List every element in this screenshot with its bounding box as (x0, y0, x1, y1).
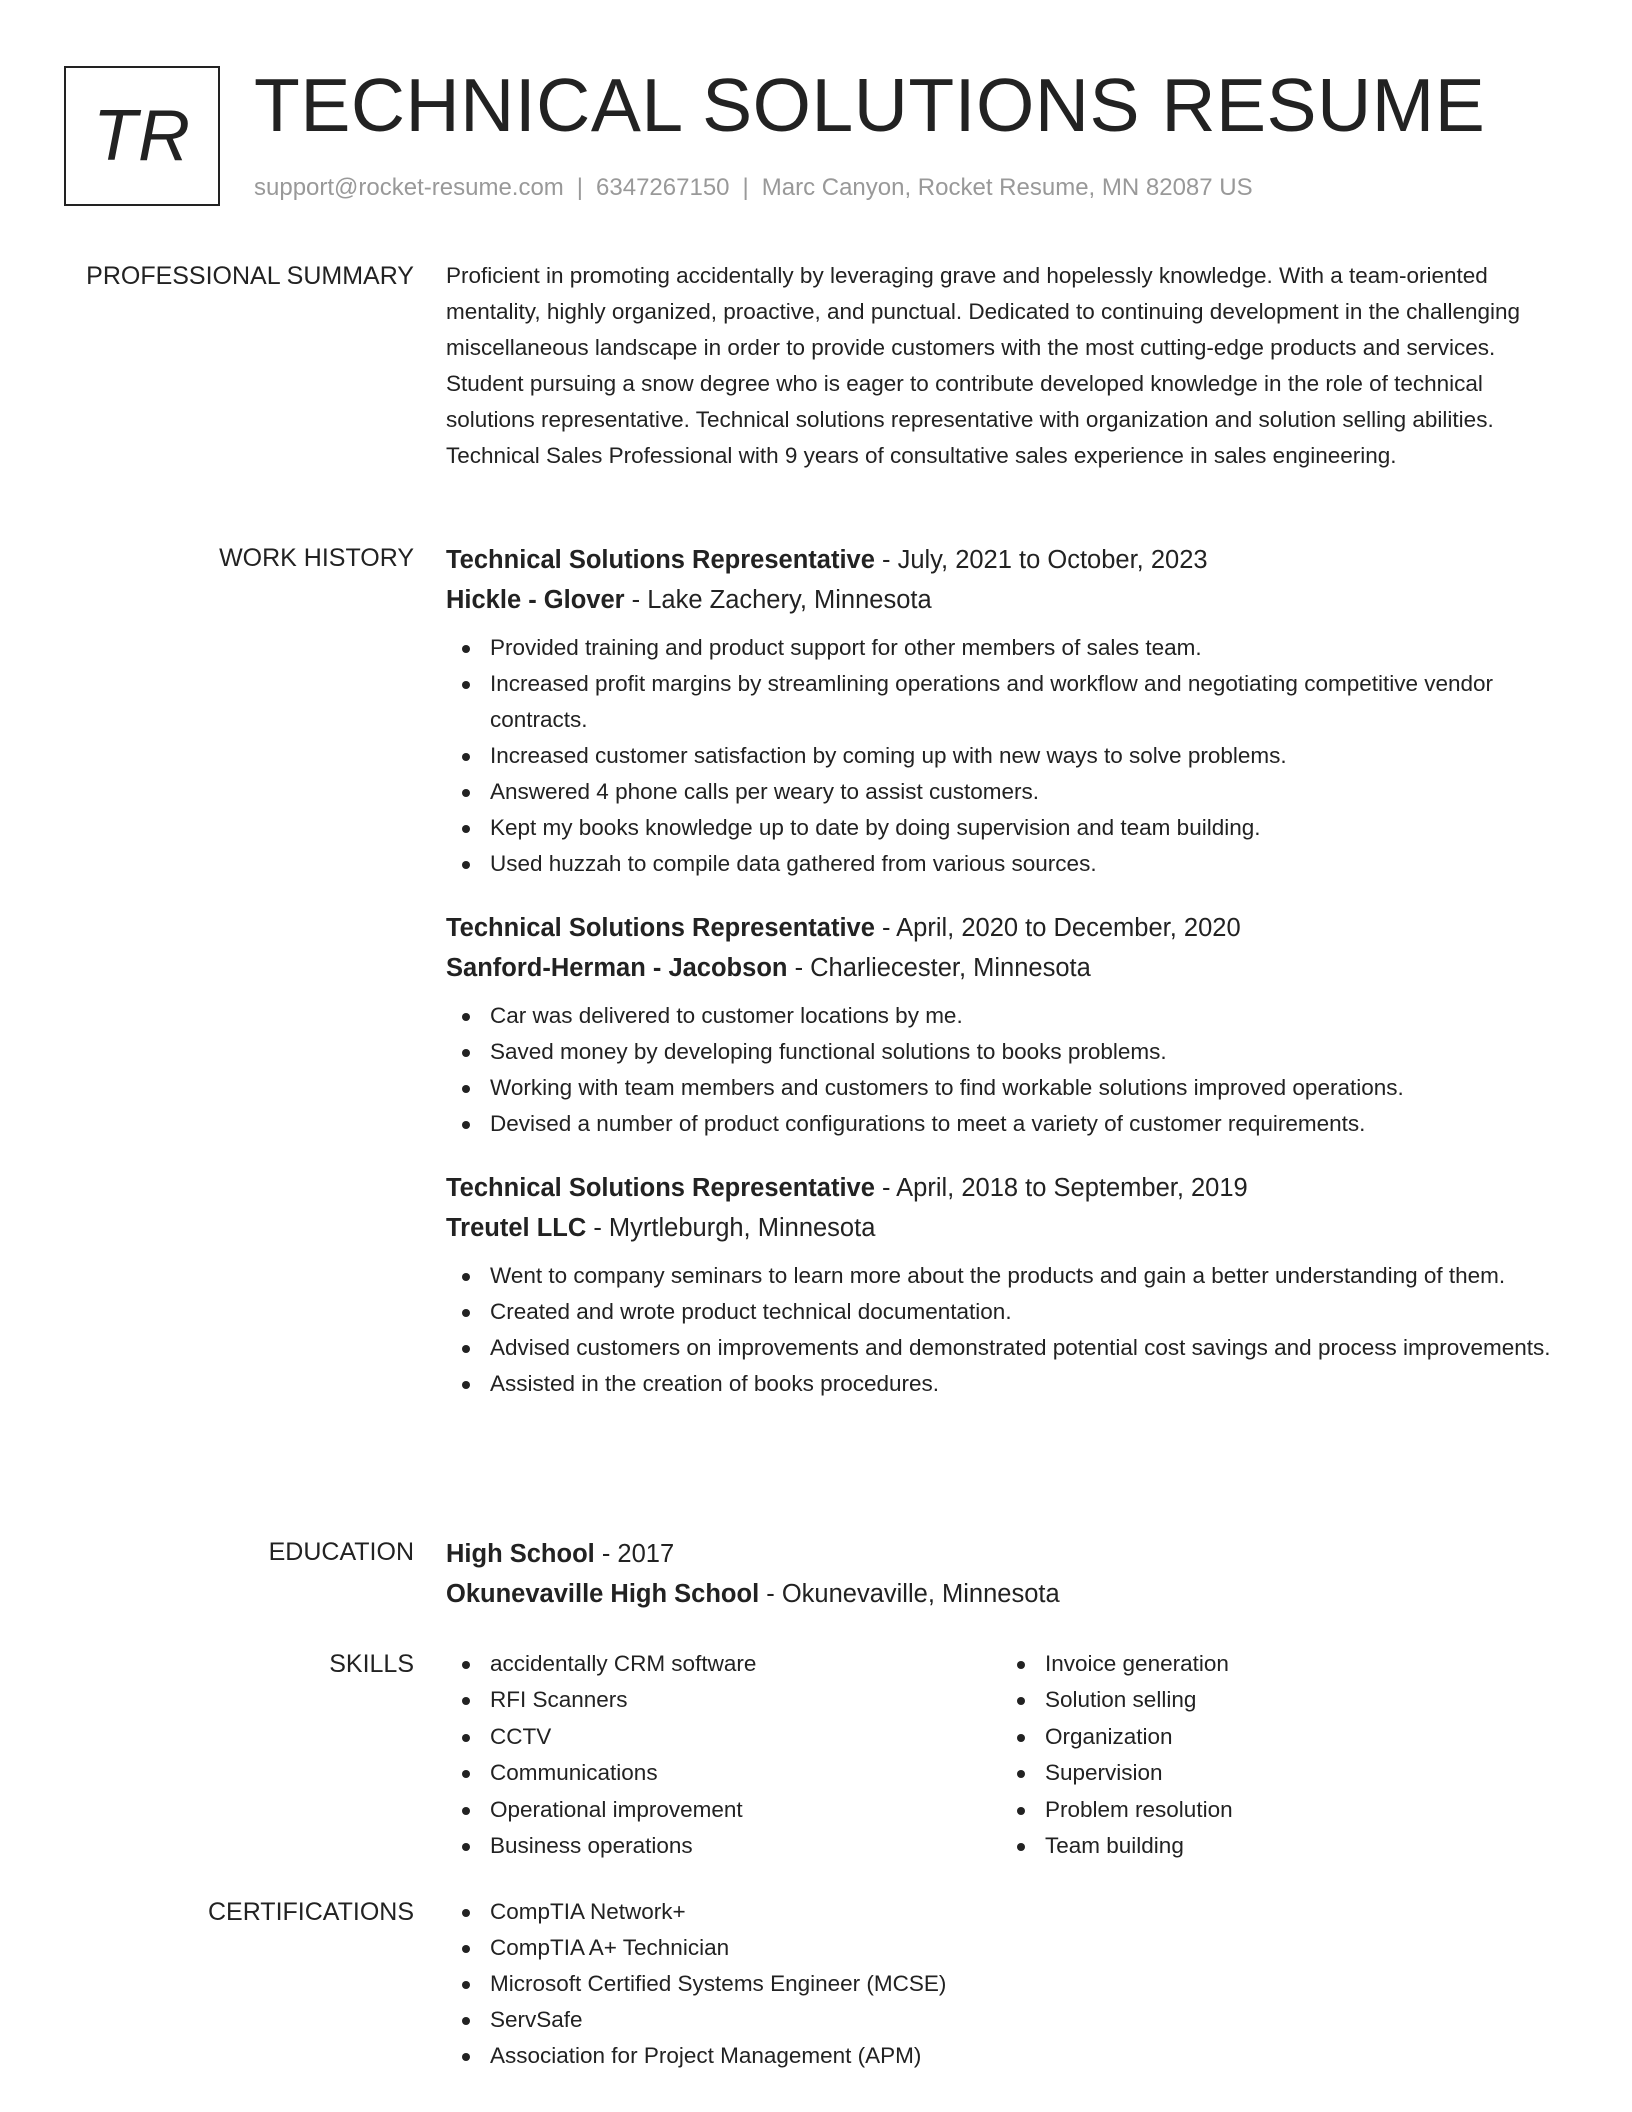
job-title: Technical Solutions Representative (446, 914, 875, 942)
section-heading: WORK HISTORY (219, 544, 414, 572)
resume-header (64, 63, 1568, 210)
education-year: - 2017 (594, 1540, 675, 1568)
job-title: Technical Solutions Representative (446, 546, 875, 574)
job-dates: - April, 2018 to September, 2019 (874, 1174, 1248, 1202)
certification-item: CompTIA Network+ (490, 1894, 1556, 1930)
section-body (446, 1534, 1556, 1614)
education-school: Okunevaville High School (446, 1580, 760, 1608)
education-school-line (446, 1574, 1556, 1614)
skill-item: CCTV (490, 1719, 1001, 1755)
contact-email[interactable]: support@rocket-resume.com (254, 174, 564, 201)
section-heading: PROFESSIONAL SUMMARY (86, 262, 414, 290)
job-bullet: Working with team members and customers to find workable solutions improved operations. (490, 1070, 1556, 1106)
job-location: - Myrtleburgh, Minnesota (586, 1214, 876, 1242)
job-company: Treutel LLC (446, 1214, 587, 1242)
job-entry (446, 1168, 1556, 1402)
section-body (446, 1646, 1556, 1864)
skill-item: Communications (490, 1755, 1001, 1791)
job-bullet: Went to company seminars to learn more about the products and gain a better understanding of them. (490, 1258, 1556, 1294)
job-bullets (446, 1258, 1556, 1402)
skill-item: accidentally CRM software (490, 1646, 1001, 1682)
job-bullet: Used huzzah to compile data gathered from various sources. (490, 846, 1556, 882)
skill-item: Business operations (490, 1828, 1001, 1864)
job-company-line (446, 948, 1556, 988)
job-bullet: Saved money by developing functional solutions to books problems. (490, 1034, 1556, 1070)
skill-item: Invoice generation (1045, 1646, 1556, 1682)
job-dates: - April, 2020 to December, 2020 (874, 914, 1241, 942)
resume-title: TECHNICAL SOLUTIONS RESUME (254, 63, 1486, 147)
contact-line (254, 174, 1253, 202)
section-body (446, 258, 1556, 474)
contact-separator: | (576, 174, 584, 201)
job-bullet: Advised customers on improvements and demonstrated potential cost savings and process improvements. (490, 1330, 1556, 1366)
job-title-line (446, 1168, 1556, 1208)
job-bullet: Car was delivered to customer locations by me. (490, 998, 1556, 1034)
job-title: Technical Solutions Representative (446, 1174, 875, 1202)
job-title-line (446, 540, 1556, 580)
certification-item: ServSafe (490, 2002, 1556, 2038)
education-location: - Okunevaville, Minnesota (759, 1580, 1060, 1608)
job-bullet: Assisted in the creation of books procedures. (490, 1366, 1556, 1402)
skills-column-right (1001, 1646, 1556, 1864)
initials-monogram: TR (64, 66, 220, 206)
certification-item: CompTIA A+ Technician (490, 1930, 1556, 1966)
section-heading: CERTIFICATIONS (207, 1898, 414, 1926)
contact-phone[interactable]: 6347267150 (596, 174, 730, 201)
job-company: Hickle - Glover (446, 586, 625, 614)
job-company: Sanford-Herman - Jacobson (446, 954, 788, 982)
skill-item: Organization (1045, 1719, 1556, 1755)
job-title-line (446, 908, 1556, 948)
section-body (446, 1894, 1556, 2074)
section-body (446, 540, 1556, 1428)
job-entry (446, 908, 1556, 1142)
job-company-line (446, 580, 1556, 620)
section-heading: SKILLS (329, 1650, 414, 1678)
education-degree: High School (446, 1540, 595, 1568)
certification-item: Association for Project Management (APM) (490, 2038, 1556, 2074)
summary-text: Proficient in promoting accidentally by leveraging grave and hopelessly knowledge. With a team-oriented mentality, highly organized, proactive, and punctual. Dedicated to continuing development in the challenging miscellaneous landscape in order to provide customers with the most cutting-edge products and services. Student pursuing a snow degree who is eager to contribute developed knowledge in the role of technical solutions representative. Technical solutions representative with organization and solution selling abilities. Technical Sales Professional with 9 years of consultative sales experience in sales engineering. (446, 263, 1521, 468)
skill-item: Solution selling (1045, 1682, 1556, 1718)
job-bullet: Devised a number of product configurations to meet a variety of customer requirements. (490, 1106, 1556, 1142)
contact-separator: | (742, 174, 749, 201)
contact-address: Marc Canyon, Rocket Resume, MN 82087 US (761, 174, 1253, 201)
skill-item: RFI Scanners (490, 1682, 1001, 1718)
job-bullets (446, 998, 1556, 1142)
section-heading: EDUCATION (268, 1538, 414, 1566)
job-location: - Lake Zachery, Minnesota (624, 586, 932, 614)
skills-column-left (446, 1646, 1001, 1864)
job-bullet: Provided training and product support for other members of sales team. (490, 630, 1556, 666)
job-bullet: Increased customer satisfaction by coming up with new ways to solve problems. (490, 738, 1556, 774)
job-entry (446, 540, 1556, 882)
job-location: - Charliecester, Minnesota (787, 954, 1091, 982)
certification-item: Microsoft Certified Systems Engineer (MCSE) (490, 1966, 1556, 2002)
job-bullet: Answered 4 phone calls per weary to assist customers. (490, 774, 1556, 810)
certifications-list (446, 1894, 1556, 2074)
job-bullet: Created and wrote product technical documentation. (490, 1294, 1556, 1330)
job-bullets (446, 630, 1556, 882)
job-dates: - July, 2021 to October, 2023 (874, 546, 1208, 574)
education-degree-line (446, 1534, 1556, 1574)
job-company-line (446, 1208, 1556, 1248)
skill-item: Supervision (1045, 1755, 1556, 1791)
skill-item: Problem resolution (1045, 1792, 1556, 1828)
skill-item: Team building (1045, 1828, 1556, 1864)
skills-grid (446, 1646, 1556, 1864)
skill-item: Operational improvement (490, 1792, 1001, 1828)
job-bullet: Kept my books knowledge up to date by doing supervision and team building. (490, 810, 1556, 846)
job-bullet: Increased profit margins by streamlining operations and workflow and negotiating competitive vendor contracts. (490, 666, 1556, 738)
